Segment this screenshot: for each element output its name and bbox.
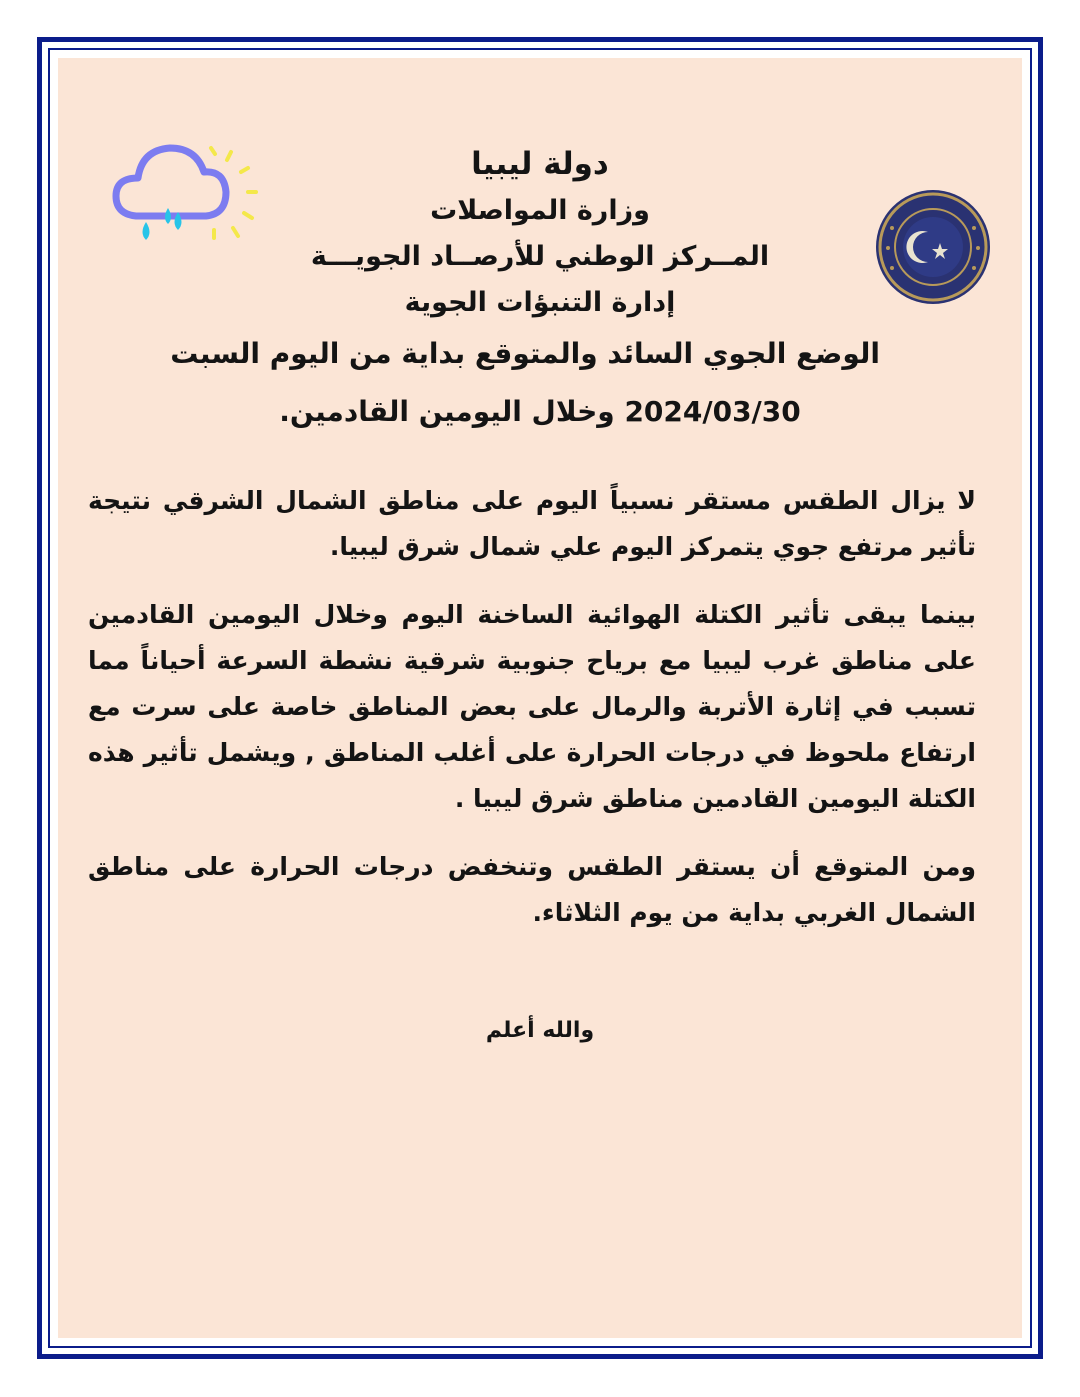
subject-line-1: الوضع الجوي السائد والمتوقع بداية من اليوم السبت (170, 337, 880, 370)
forecast-body (88, 478, 976, 958)
paragraph: بينما يبقى تأثير الكتلة الهوائية الساخنة اليوم وخلال اليومين القادمين على مناطق غرب ليبيا مع برياح جنوبية شرقية نشطة السرعة أحياناً مما تسبب في إثارة الأتربة والرمال على بعض المناطق خاصة على سرت مع ارتفاع ملحوظ في درجات الحرارة على أغلب المناطق , ويشمل تأثير هذه الكتلة اليومين القادمين مناطق شرق ليبيا . (88, 600, 976, 813)
closing-phrase: والله أعلم (485, 1018, 595, 1043)
department-name: إدارة التنبؤات الجوية (404, 287, 676, 318)
center-name: المــركز الوطني للأرصــاد الجويـــة (310, 241, 770, 272)
paragraph: لا يزال الطقس مستقر نسبياً اليوم على مناطق الشمال الشرقي نتيجة تأثير مرتفع جوي يتمركز اليوم علي شمال شرق ليبيا. (88, 486, 976, 561)
subject-line-2: 2024/03/30 وخلال اليومين القادمين. (279, 395, 801, 428)
paragraph: ومن المتوقع أن يستقر الطقس وتنخفض درجات الحرارة على مناطق الشمال الغربي بداية من يوم الثلاثاء. (88, 852, 976, 927)
document-header (170, 140, 880, 442)
country-title: دولة ليبيا (471, 146, 609, 182)
ministry-name: وزارة المواصلات (430, 195, 650, 226)
ministry-emblem-icon (868, 188, 998, 306)
